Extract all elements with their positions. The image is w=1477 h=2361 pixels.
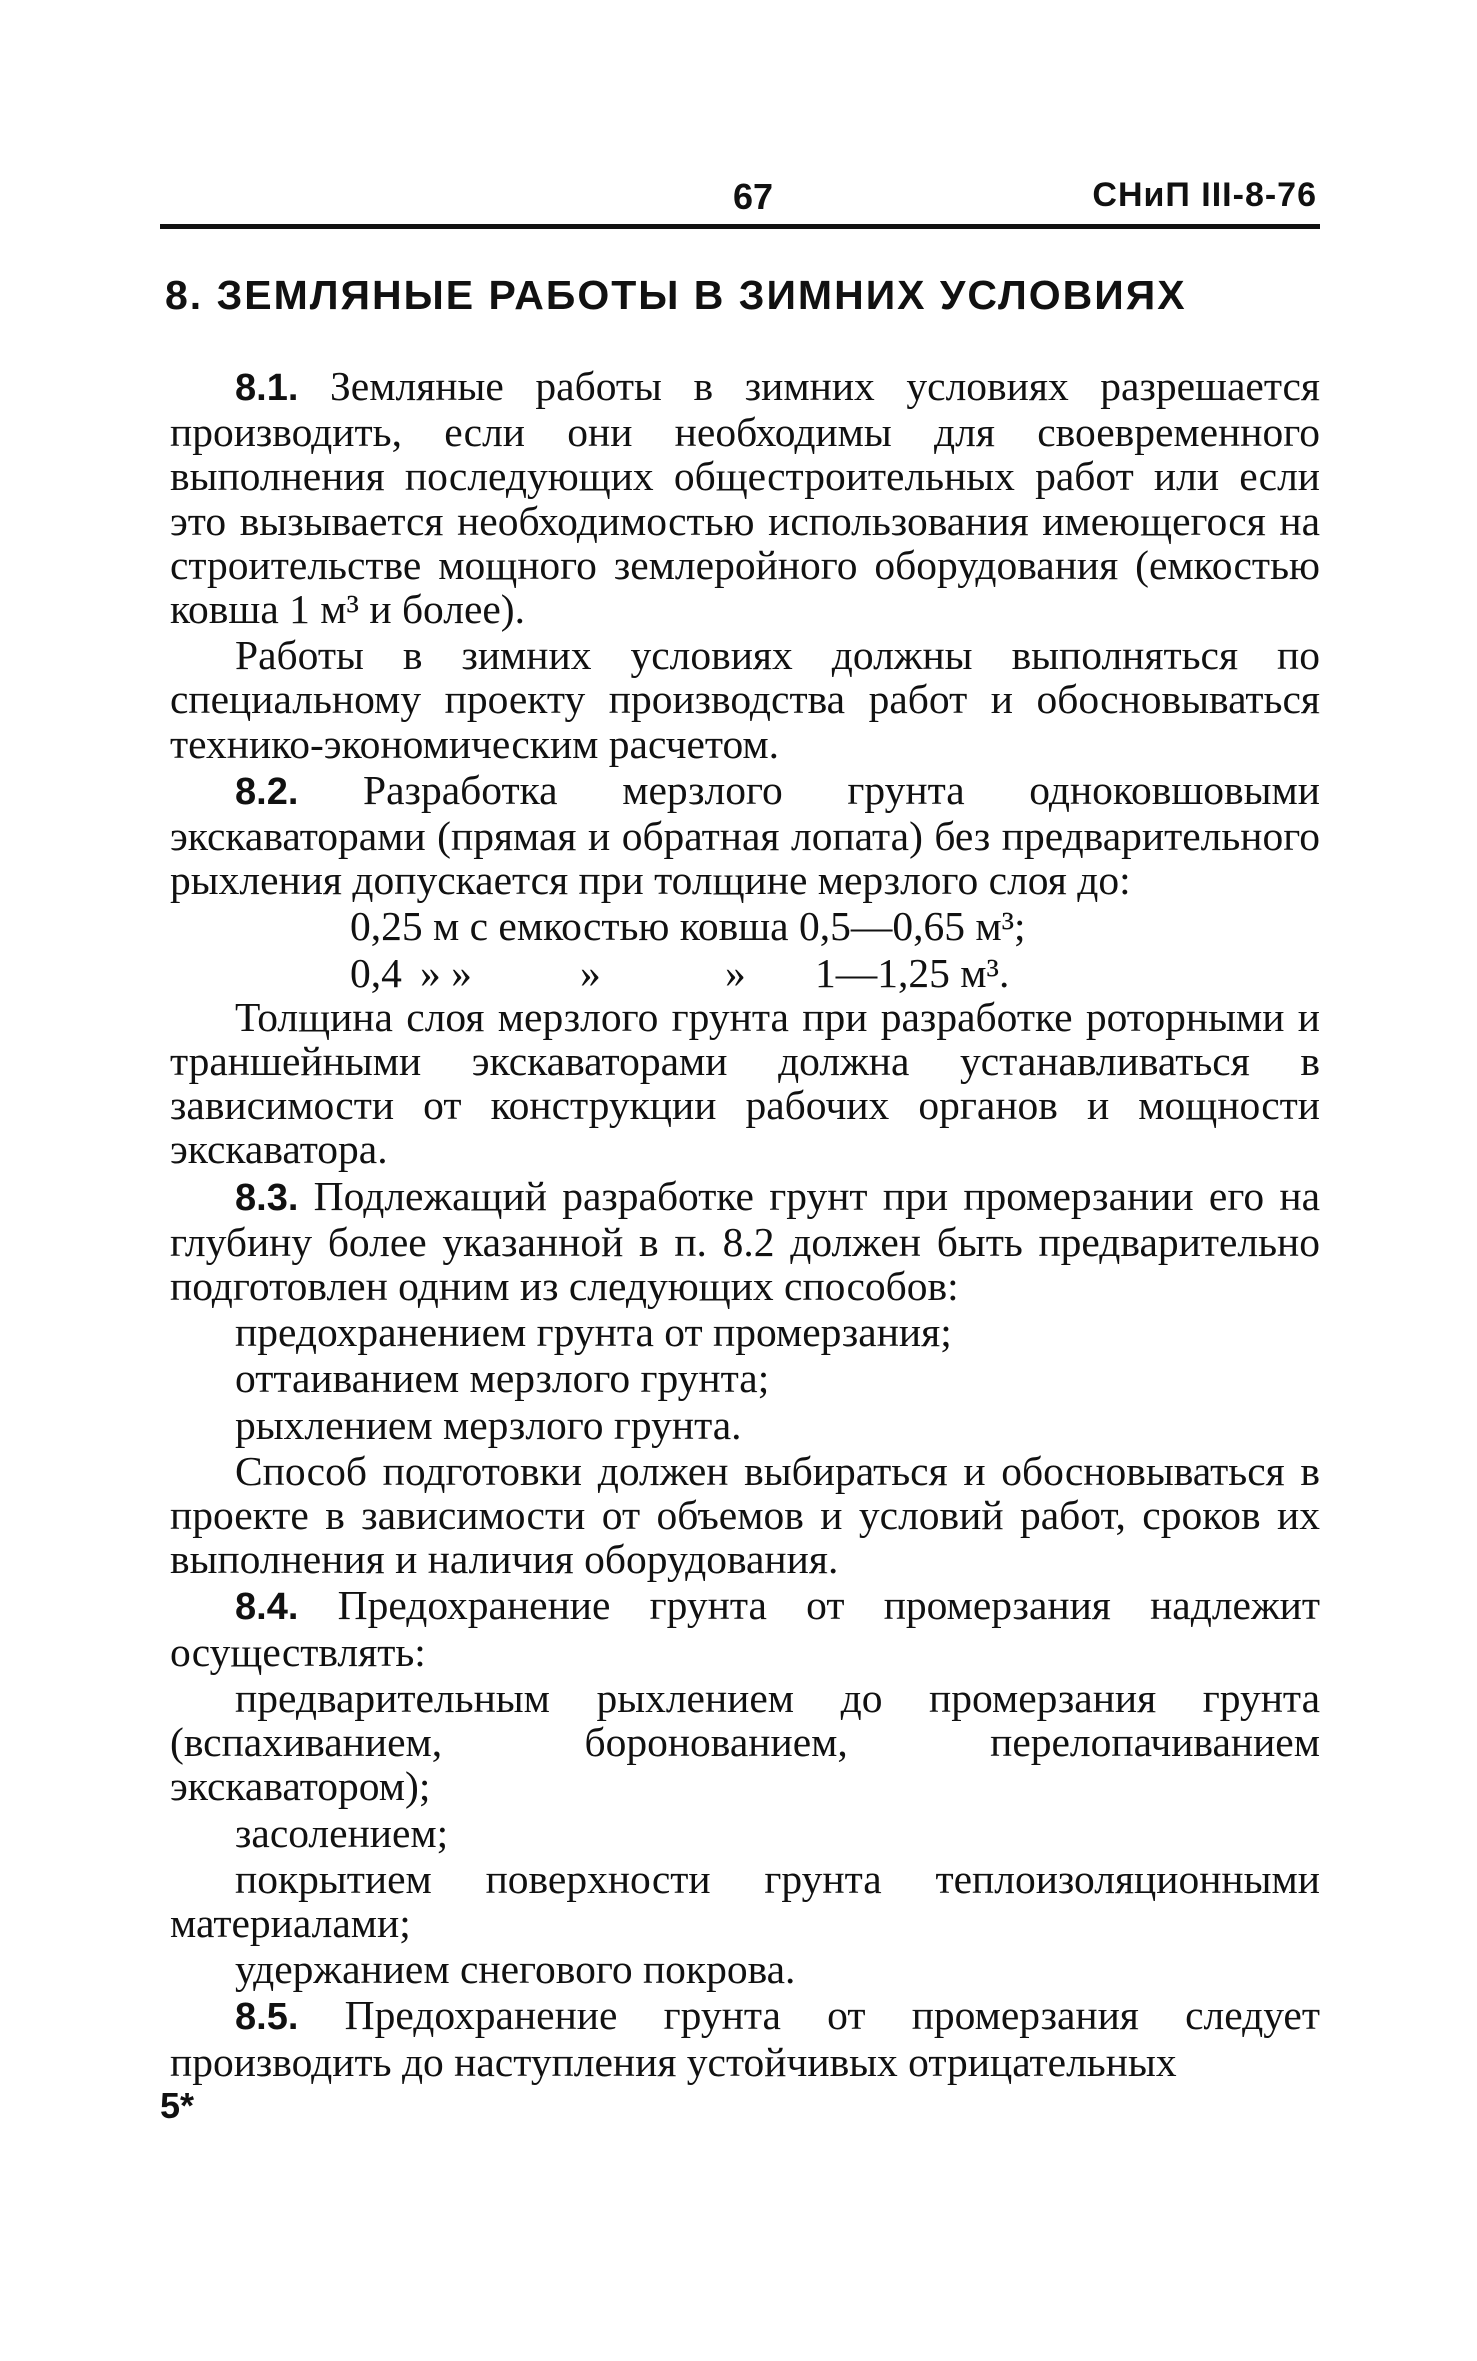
clause-number: 8.5. — [235, 1996, 299, 2039]
ditto-mark: » — [725, 949, 746, 996]
paragraph-8-1-continued: Работы в зимних условиях должны выполняться по специальному проекту производства работ и обосновываться технико-экономическим расчетом. — [170, 632, 1320, 767]
paragraph-8-2 — [170, 768, 1320, 903]
list-item: предварительным рыхлением до промерзания грунта (вспахиванием, боронованием, перелопачиванием экскаватором); — [170, 1674, 1320, 1810]
list-item: удержанием снегового покрова. — [235, 1946, 796, 1993]
formula-line-1: 0,25 м с емкостью ковша 0,5—0,65 м³; — [350, 903, 1026, 950]
paragraph-8-4 — [170, 1583, 1320, 1673]
paragraph-text: Подлежащий разработке грунт при промерзании его на глубину более указанной в п. 8.2 должен быть предварительно подготовлен одним из следующих способов: — [170, 1172, 1320, 1310]
signature-mark: 5* — [160, 2085, 195, 2126]
clause-number: 8.2. — [235, 770, 299, 813]
paragraph-8-2-continued: Толщина слоя мерзлого грунта при разработке роторными и траншейными экскаваторами должна устанавливаться в зависимости от конструкции рабочих органов и мощности экскаватора. — [170, 993, 1320, 1173]
clause-number: 8.4. — [235, 1586, 299, 1629]
list-item: засолением; — [235, 1809, 449, 1856]
section-title: 8. ЗЕМЛЯНЫЕ РАБОТЫ В ЗИМНИХ УСЛОВИЯХ — [165, 272, 1187, 318]
document-body — [170, 364, 1320, 2086]
formula-value: 0,4 — [350, 949, 402, 996]
list-item: оттаиванием мерзлого грунта; — [235, 1355, 770, 1402]
document-code: СНиП III-8-76 — [1092, 176, 1317, 214]
ditto-mark: » » — [420, 949, 472, 996]
paragraph-text: Разработка мерзлого грунта одноковшовыми экскаваторами (прямая и обратная лопата) без предварительного рыхления допускается при толщине мерзлого слоя до: — [170, 766, 1320, 904]
paragraph-8-3-continued: Способ подготовки должен выбираться и обосновываться в проекте в зависимости от объемов и условий работ, сроков их выполнения и наличия оборудования. — [170, 1447, 1320, 1583]
formula-value: 1—1,25 м³. — [815, 949, 1010, 996]
paragraph-text: Земляные работы в зимних условиях разрешается производить, если они необходимы для своевременного выполнения последующих общестроительных работ или если это вызывается необходимостью использования имеющегося на строительстве мощного землеройного оборудования (емкостью ковша 1 м³ и более). — [170, 363, 1320, 633]
paragraph-text: Предохранение грунта от промерзания надлежит осуществлять: — [170, 1582, 1320, 1675]
formula-line-2 — [170, 951, 1320, 995]
paragraph-text: Предохранение грунта от промерзания следует производить до наступления устойчивых отрицательных — [170, 1992, 1320, 2085]
paragraph-8-5 — [170, 1993, 1320, 2083]
paragraph-8-3 — [170, 1174, 1320, 1309]
ditto-mark: » — [580, 949, 601, 996]
paragraph-8-1 — [170, 364, 1320, 631]
list-item: рыхлением мерзлого грунта. — [235, 1401, 742, 1448]
clause-number: 8.1. — [235, 367, 299, 409]
page-header — [165, 176, 1317, 230]
list-item: предохранением грунта от промерзания; — [235, 1309, 952, 1356]
header-rule — [160, 224, 1320, 229]
clause-number: 8.3. — [235, 1176, 299, 1219]
list-item: покрытием поверхности грунта теплоизоляционными материалами; — [170, 1855, 1320, 1946]
page-number: 67 — [733, 176, 774, 217]
